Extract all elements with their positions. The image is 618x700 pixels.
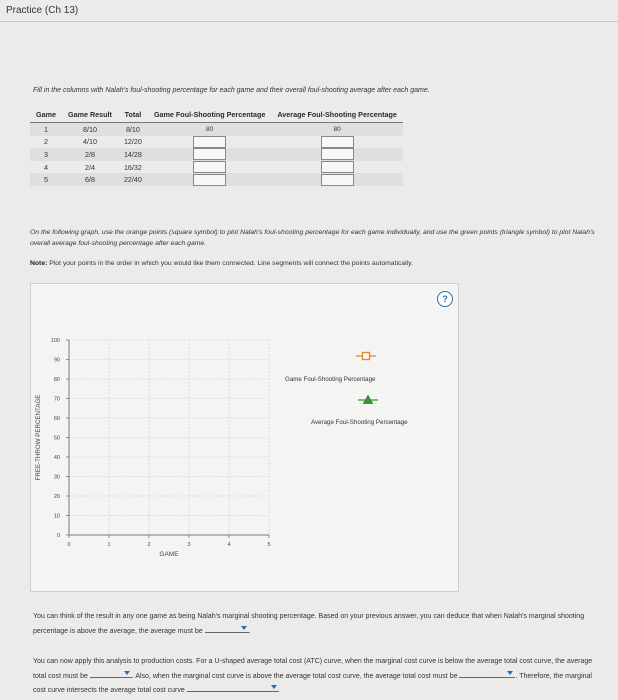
cell-game: 1: [43, 124, 48, 134]
dropdown-caret-icon: [124, 671, 130, 675]
cell-total: 22/40: [123, 175, 142, 185]
col-game: Game: [30, 106, 62, 123]
page-title: Practice (Ch 13): [6, 5, 79, 16]
chart-svg[interactable]: [31, 284, 458, 591]
avg-pct-input[interactable]: [321, 161, 354, 173]
graph-panel[interactable]: [30, 283, 459, 592]
col-avg-pct: Average Foul-Shooting Percentage: [271, 106, 403, 123]
x-tick-label: 1: [107, 542, 111, 548]
cell-result: 2/4: [84, 162, 95, 172]
col-game-pct: Game Foul-Shooting Percentage: [148, 106, 271, 123]
y-tick-label: 100: [50, 338, 60, 344]
cell-game: 4: [43, 162, 48, 172]
y-tick-label: 90: [53, 357, 60, 364]
x-tick-label: 0: [67, 542, 71, 548]
x-tick-label: 4: [227, 542, 231, 548]
y-tick-label: 50: [53, 435, 60, 442]
game-pct-input[interactable]: [193, 174, 226, 186]
dropdown-caret-icon: [271, 685, 277, 689]
cell-result: 8/10: [82, 124, 97, 134]
note: [30, 260, 413, 267]
cell-game: 3: [43, 149, 48, 159]
dropdown-caret-icon: [507, 671, 513, 675]
table-row: [30, 173, 403, 186]
cell-game: 5: [43, 175, 48, 185]
game-pct-input[interactable]: [193, 136, 226, 148]
marginal-question-end: .: [248, 627, 251, 635]
cell-total: 12/20: [123, 137, 142, 147]
avg-pct-input[interactable]: [321, 136, 354, 148]
y-tick-label: 30: [53, 474, 60, 481]
cell-result: 2/8: [84, 149, 95, 159]
dropdown-caret-icon: [241, 626, 247, 630]
cost-question-text-2: . Also, when the marginal cost curve is above the average total cost curve, the average total cost must be: [131, 672, 458, 680]
game-pct-input[interactable]: [193, 148, 226, 160]
y-tick-label: 40: [53, 455, 60, 461]
intersection-dropdown[interactable]: [187, 682, 279, 692]
table-row: [30, 161, 403, 174]
atc-above-dropdown[interactable]: [459, 668, 515, 678]
col-game-result: Game Result: [62, 106, 118, 123]
table-row: [30, 123, 403, 136]
avg-pct-given: 80: [333, 125, 341, 133]
y-tick-label: 10: [53, 513, 60, 520]
cell-total: 14/28: [123, 149, 142, 159]
note-text: Plot your points in the order in which you would like them connected. Line segments will connect the points automatically.: [49, 260, 413, 267]
cell-result: 6/8: [84, 175, 95, 185]
game-pct-given: 80: [206, 125, 214, 133]
legend-avg-pct: Average Foul-Shooting Percentage: [311, 419, 408, 426]
game-pct-input[interactable]: [193, 161, 226, 173]
cell-game: 2: [43, 137, 48, 147]
cell-total: 16/32: [123, 162, 142, 172]
cost-question-text-1: You can now apply this analysis to production costs. For a U-shaped average total cost (ATC) curve, when the marginal cost curve is below the average total cost curve, the average total cost must be: [33, 658, 593, 680]
header-divider: [0, 21, 618, 22]
cost-question: [33, 656, 605, 697]
cell-total: 8/10: [125, 124, 140, 134]
table-row: [30, 136, 403, 149]
foul-shooting-table: [30, 106, 403, 186]
legend-game-pct: Game Foul-Shooting Percentage: [285, 376, 376, 383]
avg-pct-input[interactable]: [321, 148, 354, 160]
x-tick-label: 5: [267, 542, 271, 548]
cost-question-text-3: . Therefore, the marginal cost curve intersects the average total cost curve: [33, 672, 592, 694]
table-instructions: Fill in the columns with Nalah's foul-shooting percentage for each game and their overall foul-shooting average after each game.: [33, 87, 430, 94]
atc-below-dropdown[interactable]: [90, 668, 132, 678]
graph-instructions: On the following graph, use the orange points (square symbol) to plot Nalah's foul-shooting percentage for each game individually, and use the green points (triangle symbol) to plot Nalah's overall average foul-shooting percentage after each game.: [30, 229, 595, 247]
y-tick-label: 0: [56, 533, 60, 539]
x-tick-label: 2: [147, 542, 151, 548]
help-icon[interactable]: ?: [437, 291, 453, 307]
y-tick-label: 60: [53, 416, 60, 422]
marginal-question: [33, 611, 603, 637]
avg-pct-input[interactable]: [321, 174, 354, 186]
note-label: Note:: [30, 260, 48, 267]
y-tick-label: 70: [53, 396, 60, 403]
average-direction-dropdown[interactable]: [205, 623, 249, 633]
col-total: Total: [118, 106, 148, 123]
y-tick-label: 20: [53, 494, 60, 500]
orange-square-icon[interactable]: [363, 353, 370, 360]
x-tick-label: 3: [187, 542, 191, 548]
table-row: [30, 148, 403, 161]
y-tick-label: 80: [53, 377, 60, 383]
y-axis-title: FREE-THROW PERCENTAGE: [35, 394, 42, 481]
cell-result: 4/10: [82, 137, 97, 147]
x-axis-title: GAME: [159, 551, 179, 558]
marginal-question-text: You can think of the result in any one game as being Nalah's marginal shooting percentage. Based on your previous answer, you can deduce that when Nalah's marginal shooting percentage is above the average, the average must be: [33, 613, 585, 635]
